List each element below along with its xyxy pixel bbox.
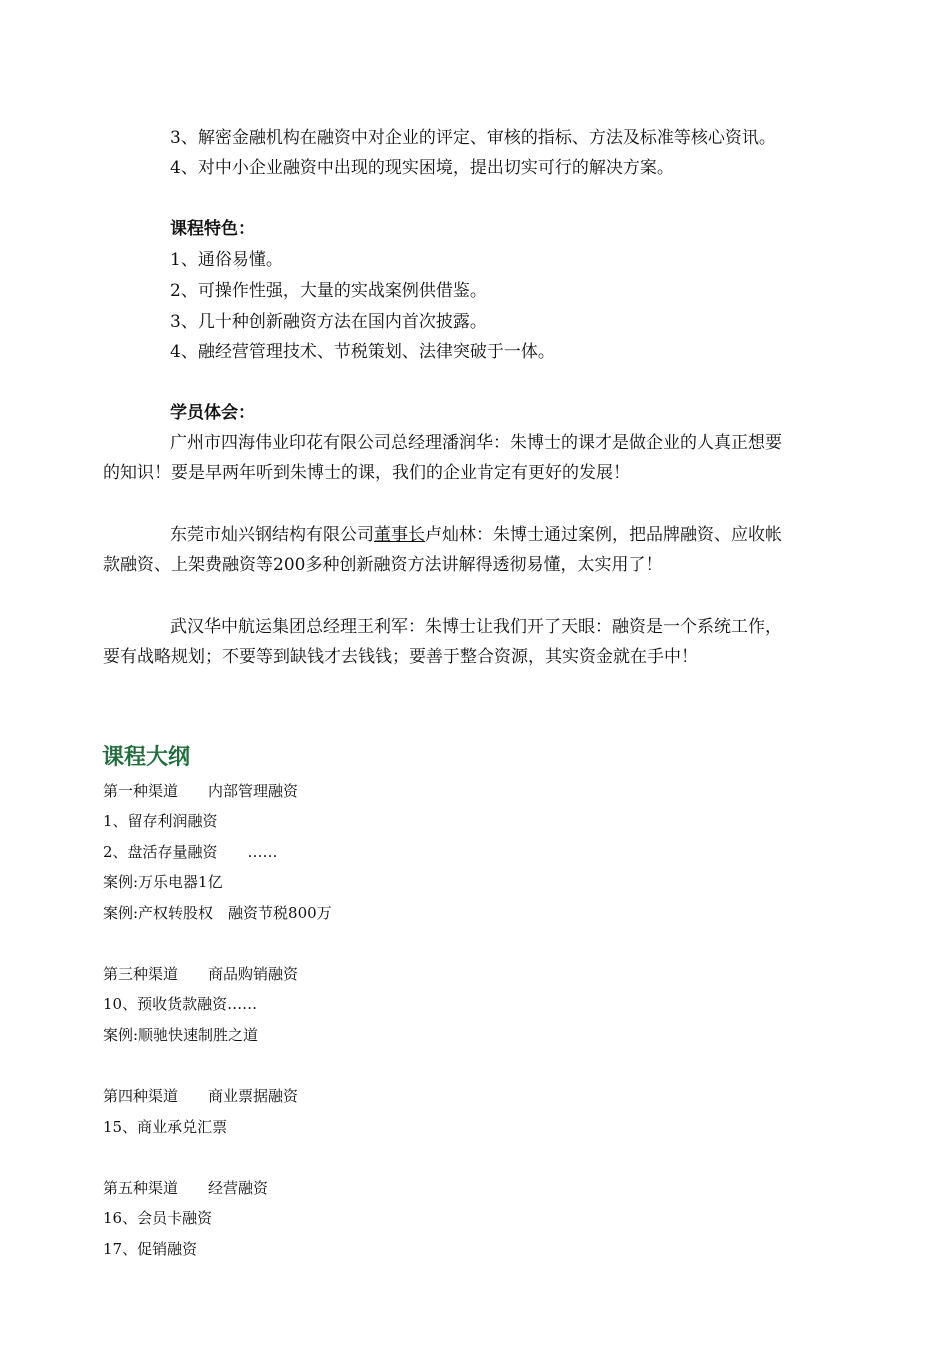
outline-line: 15、商业承兑汇票 <box>103 1118 228 1136</box>
outline-line: 案例:万乐电器1亿 <box>103 873 223 891</box>
outline-line: 第四种渠道 商业票据融资 <box>103 1087 299 1105</box>
feature-item: 2、可操作性强，大量的实战案例供借鉴。 <box>170 281 487 301</box>
testimonial-2-line-2: 款融资、上架费融资等200多种创新融资方法讲解得透彻易懂，太实用了！ <box>103 555 663 575</box>
chairman-link[interactable]: 董事长 <box>374 525 425 545</box>
outline-heading: 课程大纲 <box>102 744 191 770</box>
features-heading: 课程特色： <box>170 219 255 239</box>
testimonial-2-text: 卢灿林：朱博士通过案例，把品牌融资、应收帐 <box>425 525 782 545</box>
outline-line: 案例:顺驰快速制胜之道 <box>103 1026 259 1044</box>
testimonial-1-line-2: 的知识！要是早两年听到朱博士的课，我们的企业肯定有更好的发展！ <box>103 463 630 483</box>
feature-item: 1、通俗易懂。 <box>170 250 283 270</box>
testimonials-heading: 学员体会： <box>170 403 255 423</box>
outline-line: 第五种渠道 经营融资 <box>103 1179 269 1197</box>
outline-line: 16、会员卡融资 <box>103 1209 213 1227</box>
outline-line: 案例:产权转股权 融资节税800万 <box>103 904 332 922</box>
testimonial-3-line-2: 要有战略规划；不要等到缺钱才去钱钱；要善于整合资源，其实资金就在手中！ <box>103 647 698 667</box>
outline-line: 第三种渠道 商品购销融资 <box>103 965 299 983</box>
goal-item-3: 3、解密金融机构在融资中对企业的评定、审核的指标、方法及标准等核心资讯。 <box>170 128 776 148</box>
outline-line: 10、预收货款融资…… <box>103 995 258 1013</box>
outline-line: 17、促销融资 <box>103 1240 198 1258</box>
goal-item-4: 4、对中小企业融资中出现的现实困境，提出切实可行的解决方案。 <box>170 158 674 178</box>
outline-line: 1、留存利润融资 <box>103 812 218 830</box>
outline-line: 2、盘活存量融资 …… <box>103 843 278 861</box>
testimonial-2-company: 东莞市灿兴钢结构有限公司 <box>170 525 374 545</box>
testimonial-2-line-1 <box>170 524 782 546</box>
feature-item: 4、融经营管理技术、节税策划、法律突破于一体。 <box>170 342 555 362</box>
testimonial-3-line-1: 武汉华中航运集团总经理王利军：朱博士让我们开了天眼：融资是一个系统工作， <box>170 617 782 637</box>
outline-line: 第一种渠道 内部管理融资 <box>103 782 299 800</box>
testimonial-1-line-1: 广州市四海伟业印花有限公司总经理潘润华：朱博士的课才是做企业的人真正想要 <box>170 433 782 453</box>
feature-item: 3、几十种创新融资方法在国内首次披露。 <box>170 312 487 332</box>
